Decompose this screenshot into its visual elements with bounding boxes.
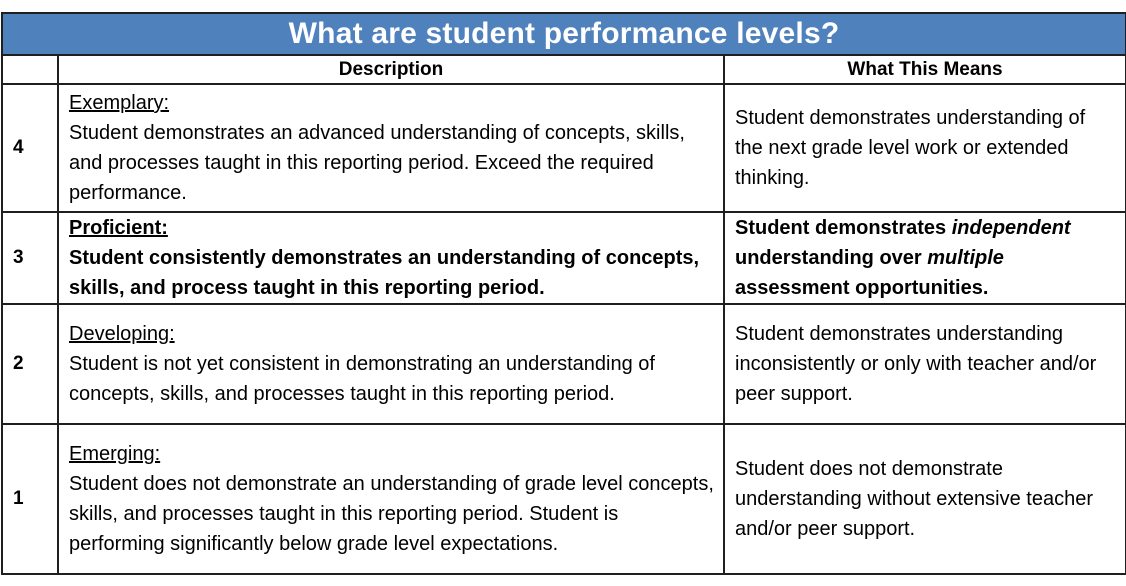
page-title: What are student performance levels? (2, 13, 1126, 55)
level-number: 2 (2, 304, 58, 424)
table-row (2, 212, 1126, 304)
level-description-cell (58, 212, 724, 304)
header-level (2, 55, 58, 84)
meaning-emphasis: multiple (927, 247, 1004, 269)
level-description-cell (58, 304, 724, 424)
level-description-cell (58, 424, 724, 574)
header-meaning: What This Means (724, 55, 1126, 84)
level-name: Proficient: (69, 217, 168, 239)
meaning-text: understanding over (735, 247, 928, 269)
meaning-emphasis: independent (951, 217, 1071, 239)
header-row (2, 55, 1126, 84)
level-name: Emerging: (69, 443, 161, 465)
performance-levels-table (1, 12, 1126, 575)
level-description-cell (58, 84, 724, 212)
header-description: Description (58, 55, 724, 84)
level-number: 3 (2, 212, 58, 304)
title-row (2, 13, 1126, 55)
level-meaning: Student demonstrates understanding inconsistently or only with teacher and/or peer support. (724, 304, 1126, 424)
level-description: Student consistently demonstrates an understanding of concepts, skills, and process taught in this reporting period. (69, 247, 700, 299)
meaning-text: assessment opportunities. (735, 277, 989, 299)
meaning-text: Student demonstrates (735, 217, 952, 239)
table-row (2, 304, 1126, 424)
level-meaning (724, 212, 1126, 304)
table-row (2, 84, 1126, 212)
level-name: Exemplary: (69, 92, 170, 114)
table-row (2, 424, 1126, 574)
level-description: Student demonstrates an advanced understanding of concepts, skills, and processes taught in this reporting period. Exceed the required performance. (69, 122, 685, 204)
level-description: Student does not demonstrate an understanding of grade level concepts, skills, and processes taught in this reporting period. Student is performing significantly below grade level expectations. (69, 473, 714, 555)
level-number: 1 (2, 424, 58, 574)
level-meaning: Student does not demonstrate understanding without extensive teacher and/or peer support. (724, 424, 1126, 574)
level-number: 4 (2, 84, 58, 212)
level-meaning: Student demonstrates understanding of the next grade level work or extended thinking. (724, 84, 1126, 212)
level-description: Student is not yet consistent in demonstrating an understanding of concepts, skills, and processes taught in this reporting period. (69, 353, 655, 405)
level-name: Developing: (69, 323, 175, 345)
